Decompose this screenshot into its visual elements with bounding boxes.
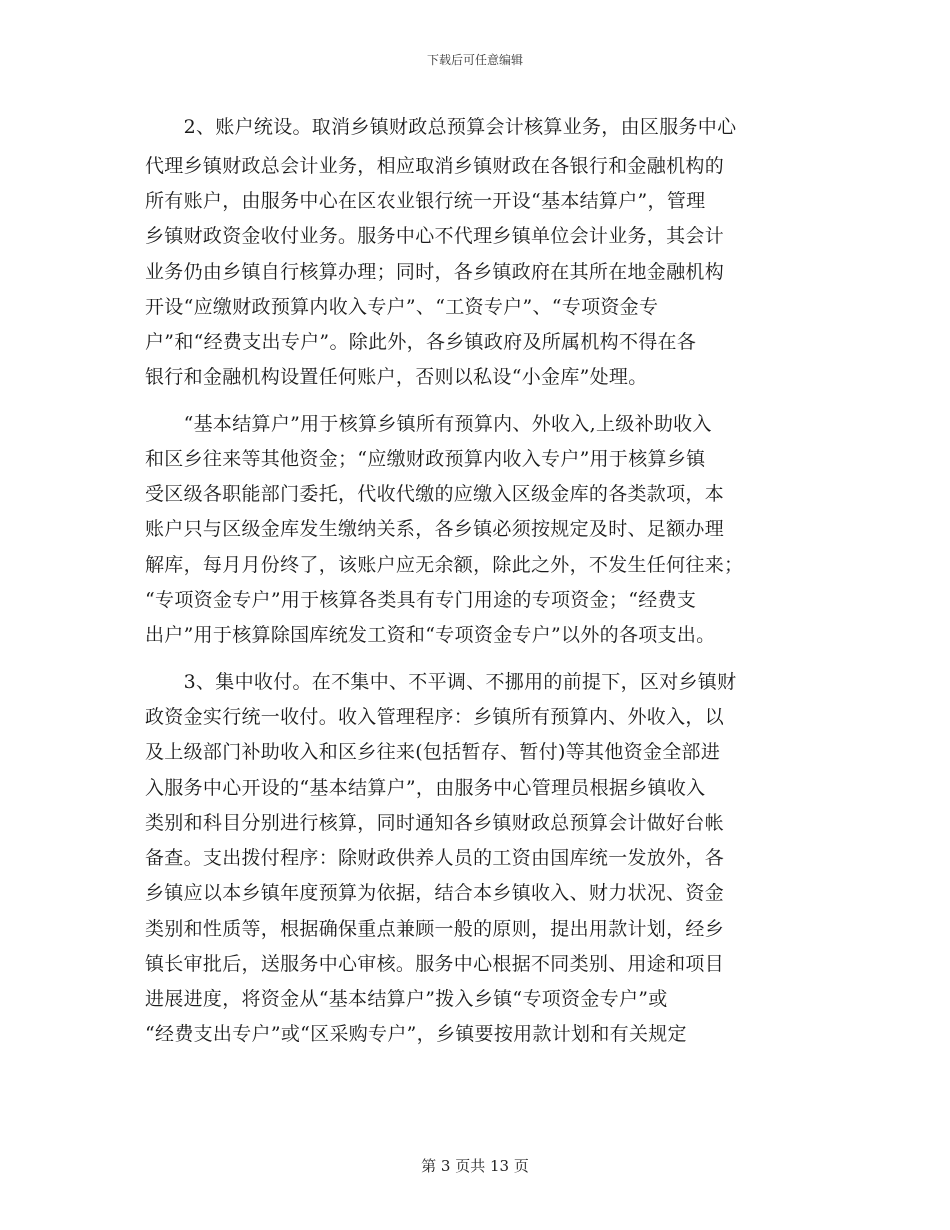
text-line: 开设“应缴财政预算内收入专户”、“工资专户”、“专项资金专 [145, 296, 659, 318]
text-line: 乡镇财政资金收付业务。服务中心不代理乡镇单位会计业务，其会计 [145, 225, 725, 247]
text-line: “专项资金专户”用于核算各类具有专门用途的专项资金；“经费支 [145, 589, 697, 611]
text-line: 业务仍由乡镇自行核算办理；同时，各乡镇政府在其所在地金融机构 [145, 261, 725, 283]
text-line: 受区级各职能部门委托，代收代缴的应缴入区级金库的各类款项，本 [145, 483, 725, 505]
text-line: 镇长审批后，送服务中心审核。服务中心根据不同类别、用途和项目 [145, 953, 725, 975]
text-line: 银行和金融机构设置任何账户，否则以私设“小金库”处理。 [145, 366, 648, 388]
text-line: 解库，每月月份终了，该账户应无余额，除此之外，不发生任何往来； [145, 554, 744, 576]
text-line: 类别和性质等，根据确保重点兼顾一般的原则，提出用款计划，经乡 [145, 918, 725, 940]
text-line: 代理乡镇财政总会计业务，相应取消乡镇财政在各银行和金融机构的 [145, 155, 725, 177]
text-line: 和区乡往来等其他资金；“应缴财政预算内收入专户”用于核算乡镇 [145, 448, 706, 470]
text-line: 户”和“经费支出专户”。除此外，各乡镇政府及所属机构不得在各 [145, 331, 697, 353]
text-line: 2、账户统设。取消乡镇财政总预算会计核算业务，由区服务中心 [145, 116, 737, 138]
text-line: “经费支出专户”或“区采购专户”，乡镇要按用款计划和有关规定 [145, 1023, 687, 1045]
text-line: 政资金实行统一收付。收入管理程序：乡镇所有预算内、外收入，以 [145, 706, 725, 728]
text-line: 乡镇应以本乡镇年度预算为依据，结合本乡镇收入、财力状况、资金 [145, 882, 725, 904]
page-header: 下载后可任意编辑 [426, 53, 523, 67]
text-line: 备查。支出拨付程序：除财政供养人员的工资由国库统一发放外，各 [145, 847, 725, 869]
text-line: 进展进度，将资金从“基本结算户”拨入乡镇“专项资金专户”或 [145, 988, 668, 1010]
text-line: “基本结算户”用于核算乡镇所有预算内、外收入,上级补助收入 [145, 413, 712, 435]
text-line: 所有账户，由服务中心在区农业银行统一开设“基本结算户”，管理 [145, 190, 706, 212]
text-line: 3、集中收付。在不集中、不平调、不挪用的前提下，区对乡镇财 [145, 671, 737, 693]
text-line: 类别和科目分别进行核算，同时通知各乡镇财政总预算会计做好台帐 [145, 812, 725, 834]
text-line: 账户只与区级金库发生缴纳关系，各乡镇必须按规定及时、足额办理 [145, 518, 725, 540]
text-line: 入服务中心开设的“基本结算户”，由服务中心管理员根据乡镇收入 [145, 777, 706, 799]
page-number: 第 3 页共 13 页 [421, 1157, 529, 1175]
text-line: 出户”用于核算除国库统发工资和“专项资金专户”以外的各项支出。 [145, 624, 716, 646]
text-line: 及上级部门补助收入和区乡往来(包括暂存、暂付)等其他资金全部进 [145, 741, 721, 763]
